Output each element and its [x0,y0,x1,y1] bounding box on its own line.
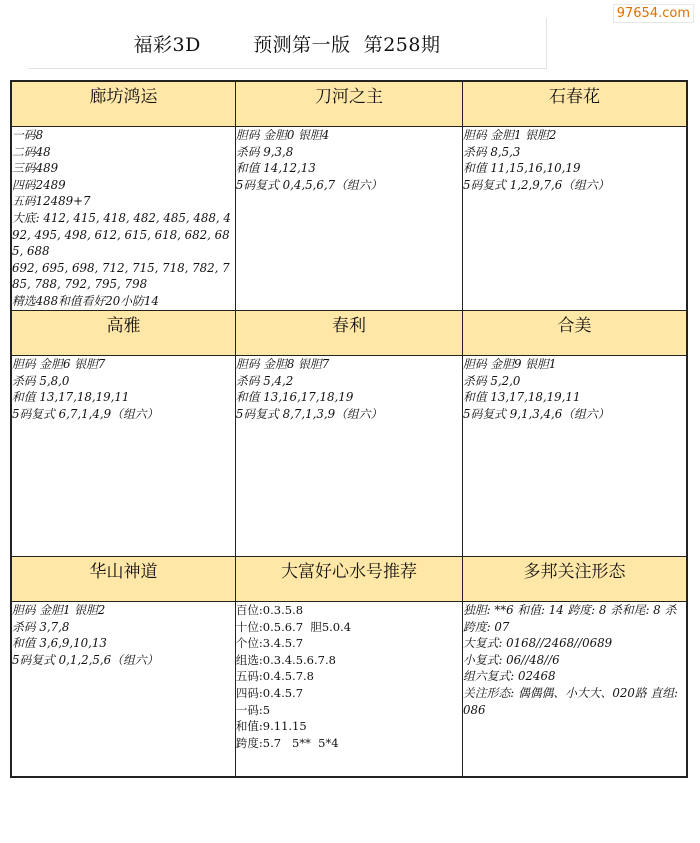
cell-line: 和值 13,16,17,18,19 [235,390,354,405]
cell-header: 合美 [463,311,687,356]
cell-body [463,356,687,557]
cell-line: 杀码 5,4,2 [235,373,294,388]
cell-line: 百位:0.3.5.8 [235,603,304,617]
cell-line: 五码12489+7 [12,194,91,209]
cell-header: 春利 [235,311,462,356]
cell-line: 一码:5 [235,702,271,717]
cell-line: 大复式: 0168//2468//0689 [463,636,613,651]
cell-line: 胆码 金胆1 银胆2 [12,603,106,617]
cell-line: 三码489 [12,161,59,176]
cell-body [11,356,235,557]
cell-header: 高雅 [11,311,235,356]
title-box [28,18,547,69]
cell-line: 大底: 412, 415, 418, 482, 485, 488, 492, 495, 498, 612, 615, 618, 682, 685, 688 [12,210,231,259]
cell-line: 杀码 5,2,0 [463,373,521,388]
cell-line: 和值:9.11.15 [235,719,307,734]
cell-line: 692, 695, 698, 712, 715, 718, 782, 785, 788, 792, 795, 798 [12,260,230,292]
cell-line: 组选:0.3.4.5.6.7.8 [235,652,336,667]
cell-body [463,127,687,311]
cell-line: 跨度:5.7 5** 5*4 [235,735,339,750]
cell-line: 5码复式 1,2,9,7,6（组六） [463,177,610,192]
header-row [11,311,687,356]
cell-line: 杀码 8,5,3 [463,144,521,159]
cell-line: 二码48 [12,144,51,159]
cell-line: 胆码 金胆8 银胆7 [235,357,330,371]
cell-line: 5码复式 9,1,3,4,6（组六） [463,406,610,421]
cell-line: 精选488和值看好20小防14 [12,293,159,308]
cell-line: 个位:3.4.5.7 [235,636,304,651]
cell-line: 5码复式 0,4,5,6,7（组六） [235,177,383,192]
cell-line: 杀码 3,7,8 [12,619,70,634]
cell-line: 5码复式 0,1,2,5,6（组六） [12,652,159,667]
cell-line: 胆码 金胆9 银胆1 [463,357,557,371]
cell-header: 多邦关注形态 [463,557,687,602]
cell-line: 5码复式 6,7,1,4,9（组六） [12,406,159,421]
cell-body [11,602,235,778]
cell-line: 十位:0.5.6.7 胆5.0.4 [235,619,352,634]
cell-line: 五码:0.4.5.7.8 [235,669,315,684]
cell-line: 组六复式: 02468 [463,669,556,684]
cell-body [463,602,687,778]
header-row [11,557,687,602]
prediction-grid [10,80,688,778]
cell-line: 杀码 9,3,8 [235,144,294,159]
cell-line: 四码:0.4.5.7 [235,685,304,700]
cell-body [235,356,462,557]
cell-line: 胆码 金胆1 银胆2 [463,128,557,142]
cell-line: 5码复式 8,7,1,3,9（组六） [235,406,383,421]
cell-line: 胆码 金胆0 银胆4 [235,128,330,142]
cell-body [11,127,235,311]
cell-body [235,602,462,778]
cell-body [235,127,462,311]
cell-line: 和值 13,17,18,19,11 [12,390,130,405]
body-row [11,127,687,311]
cell-header: 廊坊鸿运 [11,81,235,127]
cell-line: 杀码 5,8,0 [12,373,70,388]
cell-line: 胆码 金胆6 银胆7 [12,357,106,371]
site-watermark: 97654.com [613,4,694,23]
cell-line: 关注形态: 偶偶偶、小大大、020路 直组: 086 [463,685,682,717]
cell-header: 刀河之主 [235,81,462,127]
cell-line: 小复式: 06//48//6 [463,652,560,667]
header-row [11,81,687,127]
cell-line: 四码2489 [12,177,66,192]
cell-line: 和值 11,15,16,10,19 [463,161,581,176]
cell-line: 和值 14,12,13 [235,161,316,176]
cell-line: 和值 13,17,18,19,11 [463,390,581,405]
cell-line: 独胆: **6 和值: 14 跨度: 8 杀和尾: 8 杀跨度: 07 [463,603,677,634]
body-row [11,602,687,778]
cell-header: 石春花 [463,81,687,127]
body-row [11,356,687,557]
cell-header: 华山神道 [11,557,235,602]
cell-header: 大富好心水号推荐 [235,557,462,602]
cell-line: 和值 3,6,9,10,13 [12,636,107,651]
page-title: 福彩3D 预测第一版 第258期 [133,34,441,56]
cell-line: 一码8 [12,128,44,142]
